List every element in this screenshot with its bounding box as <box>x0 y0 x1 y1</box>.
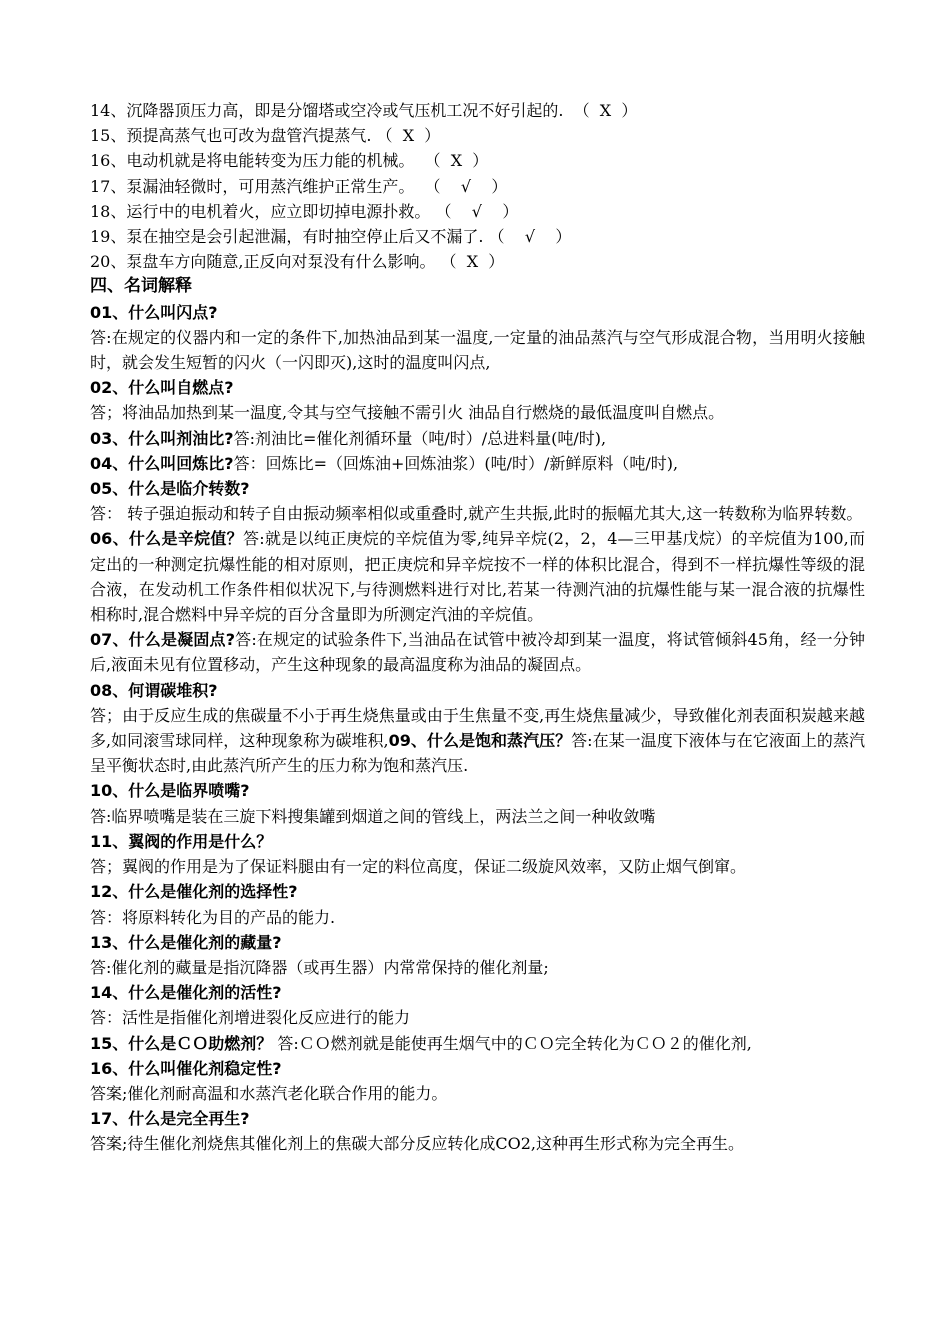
answer-text: 答案;催化剂耐高温和水蒸汽老化联合作用的能力。 <box>90 1083 448 1103</box>
qa-inline <box>90 703 865 779</box>
question-heading: 03、什么叫剂油比? <box>90 428 234 448</box>
question-heading: 02、什么叫自燃点? <box>90 378 234 398</box>
question-heading: 12、什么是催化剂的选择性? <box>90 882 298 902</box>
answer-text: 答:剂油比=催化剂循环量（吨/时）/总进料量(吨/时), <box>233 428 607 448</box>
question-heading: 17、什么是完全再生? <box>90 1109 250 1129</box>
qa-inline <box>90 451 865 476</box>
tf-item: 14、沉降器顶压力高，即是分馏塔或空冷或气压机工况不好引起的. （ X ） <box>90 101 638 120</box>
tf-item: 20、泵盘车方向随意,正反向对泵没有什么影响。 （ X ） <box>90 252 505 272</box>
answer-text: 答:临界喷嘴是装在三旋下料搜集罐到烟道之间的管线上，两法兰之间一种收敛嘴 <box>90 806 656 826</box>
answer-text: 答:在规定的仪器内和一定的条件下,加热油品到某一温度,一定量的油品蒸汽与空气形成混合物，当用明火接触时，就会发生短暂的闪火（一闪即灭),这时的温度叫闪点, <box>90 327 865 373</box>
answer-text: 答： 转子强迫振动和转子自由振动频率相似或重叠时,就产生共振,此时的振幅尤其大,这一转数称为临界转数。 <box>90 504 863 524</box>
answer-text: 答:在规定的试验条件下,当油品在试管中被冷却到某一温度，将试管倾斜45角，经一分钟后,液面未见有位置移动，产生这种现象的最高温度称为油品的凝固点。 <box>90 630 865 675</box>
answer-text: 答:在某一温度下液体与在它液面上的蒸汽呈平衡状态时,由此蒸汽所产生的压力称为饱和蒸汽压. <box>90 731 865 776</box>
question-heading: 06、什么是辛烷值？ <box>90 529 243 549</box>
question-heading: 15、什么是ＣＯ助燃剂？ <box>90 1033 273 1053</box>
question-heading: 01、什么叫闪点? <box>90 302 218 322</box>
tf-item: 17、泵漏油轻微时，可用蒸汽维护正常生产。 （ √ ） <box>90 176 508 196</box>
answer-text: 答；将油品加热到某一温度,令其与空气接触不需引火 油品自行燃烧的最低温度叫自燃点。 <box>90 403 725 423</box>
question-heading: 11、翼阀的作用是什么？ <box>90 831 273 851</box>
question-heading: 07、什么是凝固点? <box>90 630 235 650</box>
tf-item: 19、泵在抽空是会引起泄漏，有时抽空停止后又不漏了. （ √ ） <box>90 227 572 247</box>
qa-inline <box>90 426 865 451</box>
answer-text: 答:催化剂的藏量是指沉降器（或再生器）内常常保持的催化剂量; <box>90 957 549 977</box>
question-heading: 09、什么是饱和蒸汽压？ <box>388 731 572 751</box>
question-heading: 05、什么是临介转数? <box>90 479 250 499</box>
answer-text: 答案;待生催化剂烧焦其催化剂上的焦碳大部分反应转化成CO2,这种再生形式称为完全再生。 <box>90 1134 745 1154</box>
answer-text: 答；由于反应生成的焦碳量不小于再生烧焦量或由于生焦量不变,再生烧焦量减少，导致催化剂表面积炭越来越多,如同滚雪球同样，这种现象称为碳堆积, <box>90 705 865 751</box>
question-heading: 10、什么是临界喷嘴? <box>90 781 250 801</box>
answer-text: 答：将原料转化为目的产品的能力. <box>90 907 336 927</box>
answer-text: 答：活性是指催化剂增进裂化反应进行的能力 <box>90 1008 411 1028</box>
answer-text: 答:ＣＯ燃剂就是能使再生烟气中的ＣＯ完全转化为ＣＯ２的催化剂, <box>272 1033 752 1053</box>
answer-text: 答:就是以纯正庚烷的辛烷值为零,纯异辛烷(2，2，4—三甲基戊烷）的辛烷值为100,而定出的一种测定抗爆性能的相对原则，把正庚烷和异辛烷按不一样的体积比混合，得到不一样抗爆性等级的混合液，在发动机工作条件相似状况下,与待测燃料进行对比,若某一待测汽油的抗爆性能与某一混合液的抗爆性相称时,混合燃料中异辛烷的百分含量即为所测定汽油的辛烷值。 <box>90 529 865 625</box>
question-heading: 04、什么叫回炼比? <box>90 453 234 473</box>
qa-inline <box>90 1031 865 1056</box>
question-heading: 14、什么是催化剂的活性? <box>90 983 282 1003</box>
qa-inline <box>90 627 865 677</box>
section-title: 四、名词解释 <box>90 276 192 297</box>
question-heading: 13、什么是催化剂的藏量? <box>90 932 282 952</box>
qa-inline <box>90 526 865 627</box>
tf-item: 18、运行中的电机着火，应立即切掉电源扑救。 （ √ ） <box>90 201 519 221</box>
question-heading: 08、何谓碳堆积? <box>90 680 218 700</box>
answer-text: 答：回炼比=（回炼油+回炼油浆）(吨/时）/新鲜原料（吨/时), <box>233 453 679 473</box>
tf-item: 15、预提高蒸气也可改为盘管汽提蒸气. （ X ） <box>90 126 441 146</box>
question-heading: 16、什么叫催化剂稳定性? <box>90 1058 282 1078</box>
tf-item: 16、电动机就是将电能转变为压力能的机械。 （ X ） <box>90 151 489 171</box>
document-page <box>90 98 865 1157</box>
answer-text: 答；翼阀的作用是为了保证料腿由有一定的料位高度，保证二级旋风效率，又防止烟气倒窜。 <box>90 857 747 877</box>
